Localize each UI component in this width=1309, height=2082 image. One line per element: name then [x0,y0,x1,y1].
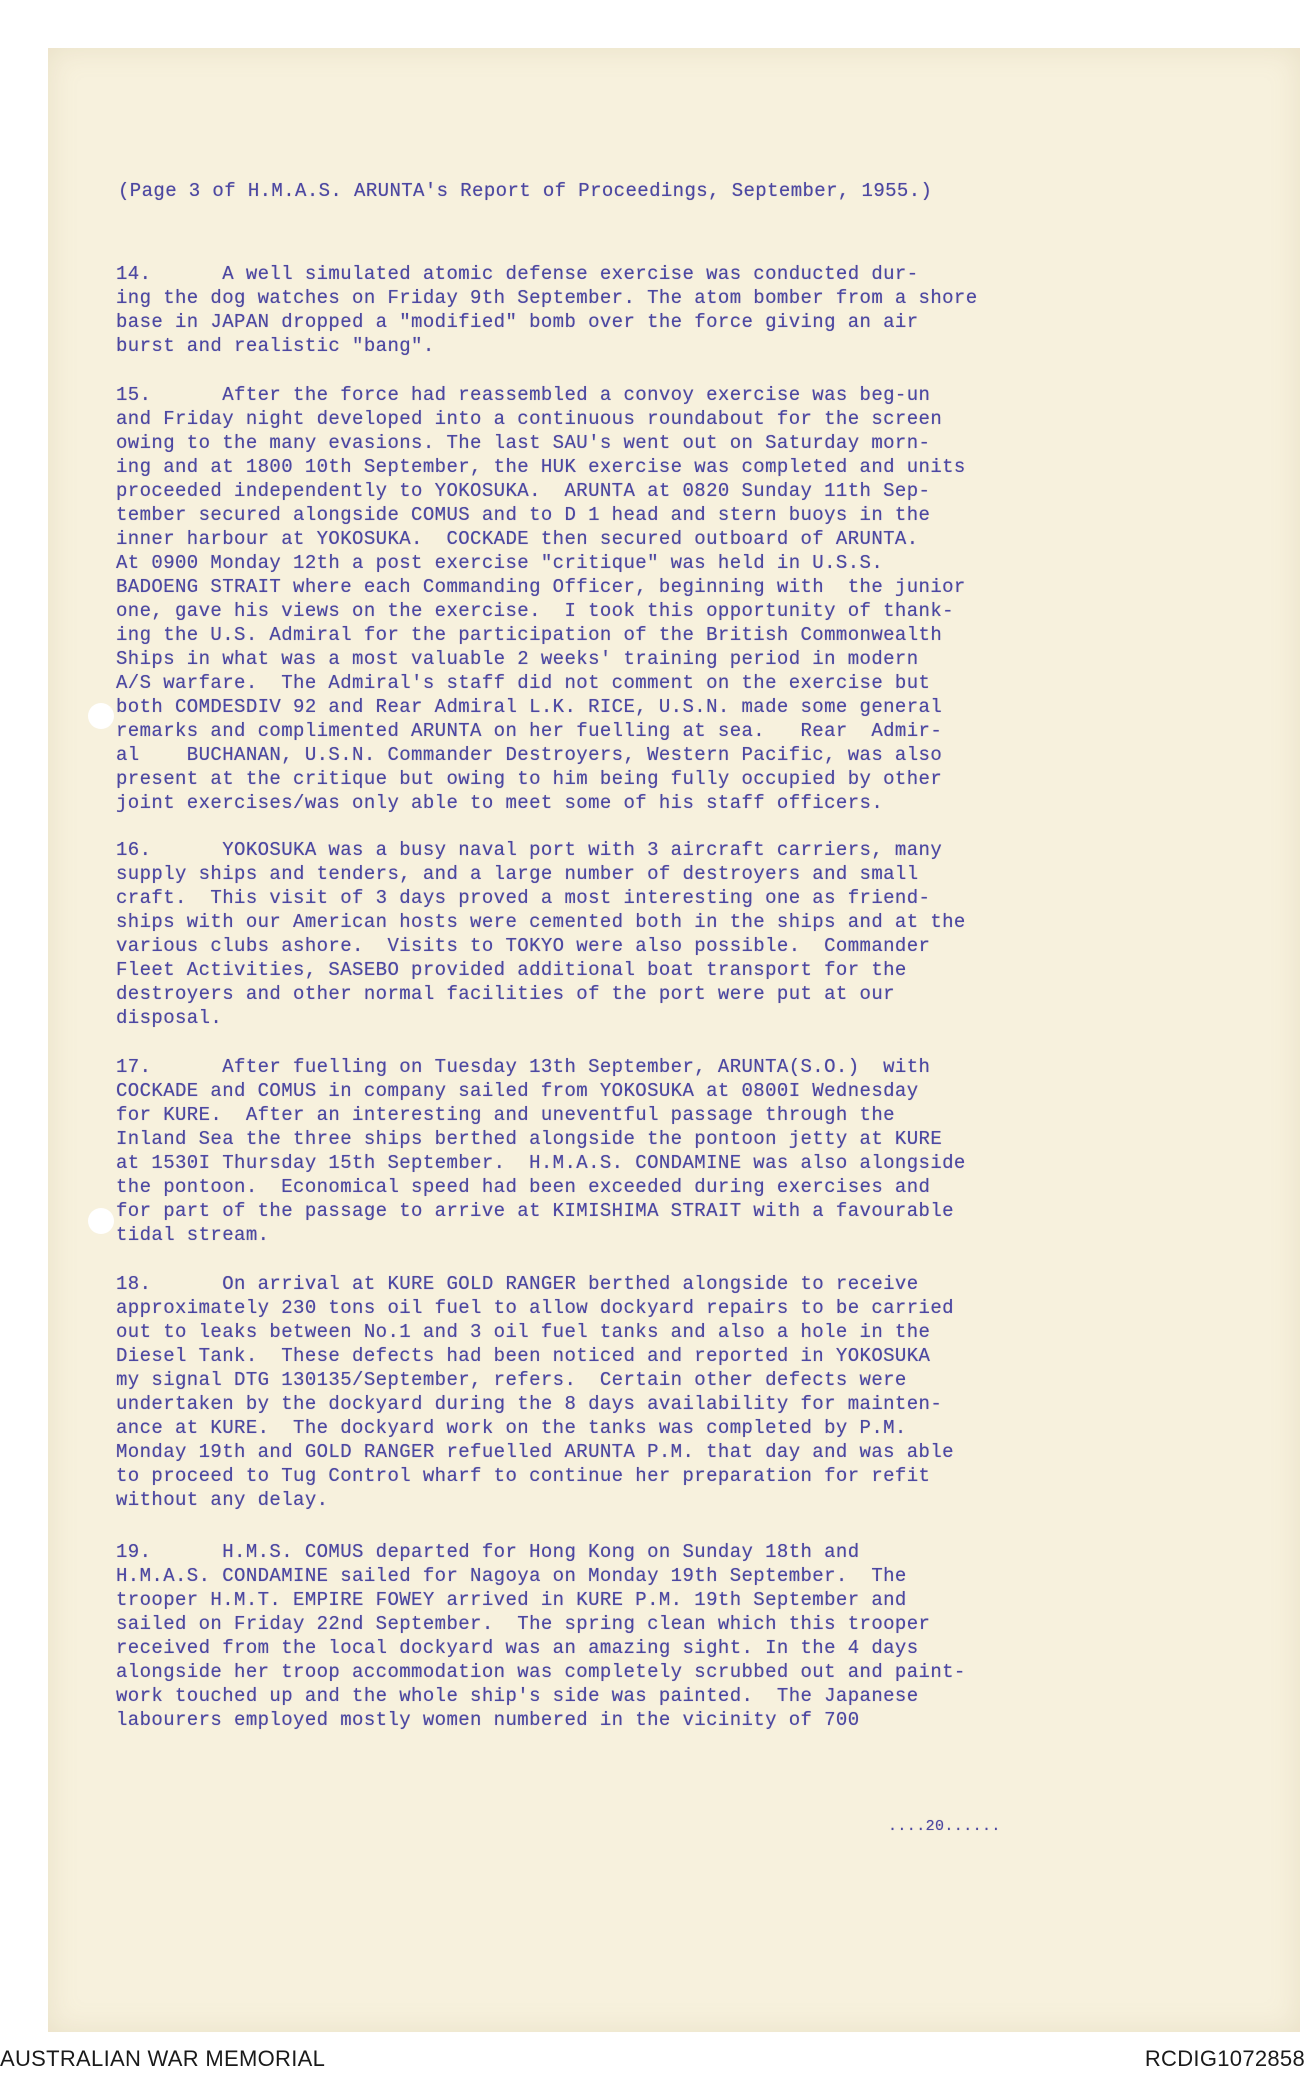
text-line: out to leaks between No.1 and 3 oil fuel tanks and also a hole in the [116,1321,931,1343]
text-line: destroyers and other normal facilities of the port were put at our [116,983,895,1005]
text-line: burst and realistic "bang". [116,335,435,357]
text-line: to proceed to Tug Control wharf to continue her preparation for refit [116,1465,931,1487]
text-line: sailed on Friday 22nd September. The spring clean which this trooper [116,1613,931,1635]
text-line: 14. A well simulated atomic defense exercise was conducted dur- [116,263,919,285]
page-header: (Page 3 of H.M.A.S. ARUNTA's Report of Proceedings, September, 1955.) [118,180,933,202]
text-line: Fleet Activities, SASEBO provided additional boat transport for the [116,959,907,981]
text-line: Diesel Tank. These defects had been noticed and reported in YOKOSUKA [116,1345,931,1367]
text-line: inner harbour at YOKOSUKA. COCKADE then secured outboard of ARUNTA. [116,528,919,550]
text-line: the pontoon. Economical speed had been exceeded during exercises and [116,1176,931,1198]
paragraph-16 [116,838,966,1030]
text-line: At 0900 Monday 12th a post exercise "critique" was held in U.S.S. [116,552,884,574]
text-line: supply ships and tenders, and a large number of destroyers and small [116,863,919,885]
text-line: ships with our American hosts were cemented both in the ships and at the [116,911,966,933]
text-line: both COMDESDIV 92 and Rear Admiral L.K. RICE, U.S.N. made some general [116,696,943,718]
text-line: for part of the passage to arrive at KIMISHIMA STRAIT with a favourable [116,1200,954,1222]
paragraph-19 [116,1540,966,1732]
text-line: 18. On arrival at KURE GOLD RANGER berthed alongside to receive [116,1273,919,1295]
text-line: my signal DTG 130135/September, refers. Certain other defects were [116,1369,907,1391]
text-line: for KURE. After an interesting and uneventful passage through the [116,1104,895,1126]
text-line: COCKADE and COMUS in company sailed from YOKOSUKA at 0800I Wednesday [116,1080,919,1102]
text-line: 16. YOKOSUKA was a busy naval port with 3 aircraft carriers, many [116,839,943,861]
text-line: Ships in what was a most valuable 2 weeks' training period in modern [116,648,919,670]
archive-credit: AUSTRALIAN WAR MEMORIAL [0,2046,326,2071]
text-line: trooper H.M.T. EMPIRE FOWEY arrived in KURE P.M. 19th September and [116,1589,907,1611]
text-line: work touched up and the whole ship's side was painted. The Japanese [116,1685,919,1707]
text-line: at 1530I Thursday 15th September. H.M.A.S. CONDAMINE was also alongside [116,1152,966,1174]
text-line: various clubs ashore. Visits to TOKYO were also possible. Commander [116,935,931,957]
paragraph-17 [116,1055,966,1247]
paragraph-14 [116,262,978,358]
text-line: A/S warfare. The Admiral's staff did not comment on the exercise but [116,672,931,694]
text-line: received from the local dockyard was an amazing sight. In the 4 days [116,1637,919,1659]
punch-hole [88,1208,114,1234]
text-line: approximately 230 tons oil fuel to allow dockyard repairs to be carried [116,1297,954,1319]
text-line: base in JAPAN dropped a "modified" bomb over the force giving an air [116,311,919,333]
text-line: ing and at 1800 10th September, the HUK exercise was completed and units [116,456,966,478]
text-line: Inland Sea the three ships berthed alongside the pontoon jetty at KURE [116,1128,943,1150]
archive-reference: RCDIG1072858 [1144,2046,1305,2071]
text-line: BADOENG STRAIT where each Commanding Officer, beginning with the junior [116,576,966,598]
punch-hole [88,703,114,729]
text-line: ing the dog watches on Friday 9th September. The atom bomber from a shore [116,287,978,309]
text-line: 15. After the force had reassembled a convoy exercise was beg-un [116,384,931,406]
text-line: ing the U.S. Admiral for the participation of the British Commonwealth [116,624,943,646]
text-line: 17. After fuelling on Tuesday 13th September, ARUNTA(S.O.) with [116,1056,931,1078]
text-line: joint exercises/was only able to meet some of his staff officers. [116,792,884,814]
text-line: without any delay. [116,1489,329,1511]
text-line: owing to the many evasions. The last SAU's went out on Saturday morn- [116,432,931,454]
text-line: one, gave his views on the exercise. I took this opportunity of thank- [116,600,954,622]
text-line: tidal stream. [116,1224,270,1246]
text-line: ance at KURE. The dockyard work on the tanks was completed by P.M. [116,1417,907,1439]
text-line: 19. H.M.S. COMUS departed for Hong Kong on Sunday 18th and [116,1541,860,1563]
text-line: labourers employed mostly women numbered in the vicinity of 700 [116,1709,860,1731]
text-line: remarks and complimented ARUNTA on her fuelling at sea. Rear Admir- [116,720,943,742]
text-line: and Friday night developed into a continuous roundabout for the screen [116,408,943,430]
text-line: al BUCHANAN, U.S.N. Commander Destroyers, Western Pacific, was also [116,744,943,766]
text-line: disposal. [116,1007,223,1029]
text-line: H.M.A.S. CONDAMINE sailed for Nagoya on Monday 19th September. The [116,1565,907,1587]
paragraph-15 [116,383,966,815]
text-line: proceeded independently to YOKOSUKA. ARUNTA at 0820 Sunday 11th Sep- [116,480,931,502]
text-line: tember secured alongside COMUS and to D 1 head and stern buoys in the [116,504,931,526]
continuation-marker: ....20...... [888,1818,1001,1835]
paragraph-18 [116,1272,954,1512]
text-line: craft. This visit of 3 days proved a most interesting one as friend- [116,887,931,909]
text-line: present at the critique but owing to him being fully occupied by other [116,768,943,790]
text-line: undertaken by the dockyard during the 8 days availability for mainten- [116,1393,943,1415]
text-line: alongside her troop accommodation was completely scrubbed out and paint- [116,1661,966,1683]
text-line: Monday 19th and GOLD RANGER refuelled ARUNTA P.M. that day and was able [116,1441,954,1463]
